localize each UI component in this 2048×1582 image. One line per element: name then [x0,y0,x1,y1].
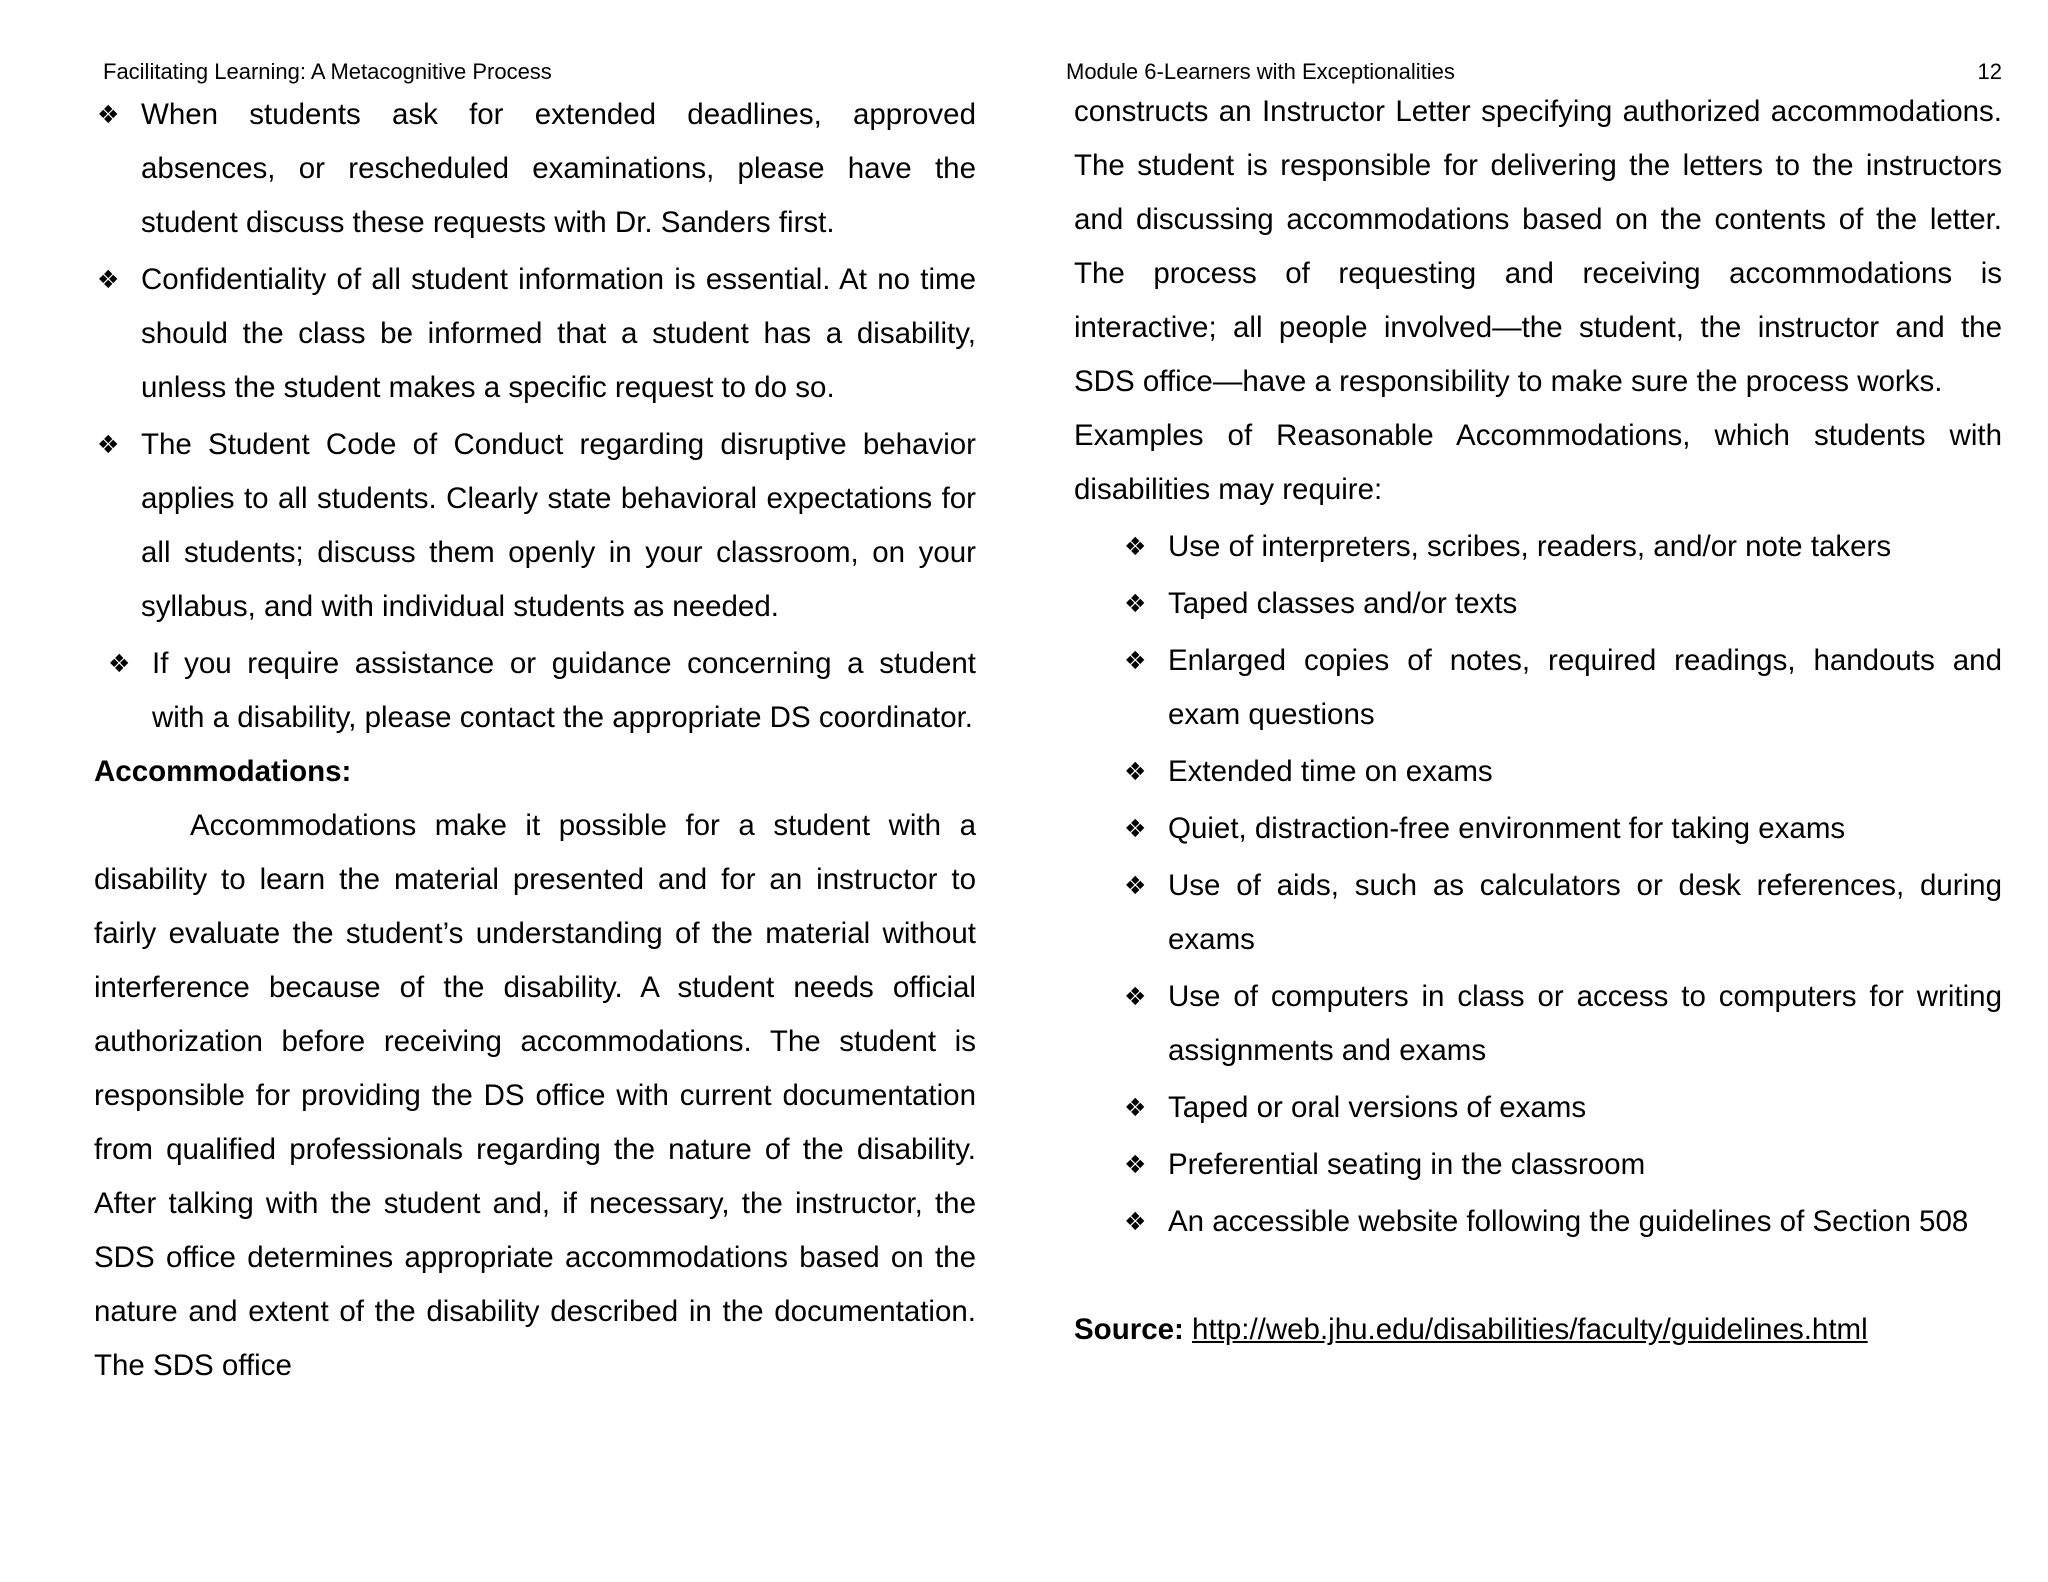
example-item [1074,802,2002,856]
bullet-item [94,88,976,250]
diamond-bullet-icon: ❖ [1124,646,1147,675]
diamond-bullet-icon: ❖ [1124,757,1147,786]
diamond-bullet-icon: ❖ [97,100,120,129]
example-text: Quiet, distraction-free environment for taking exams [1168,812,1846,845]
example-item [1074,634,2002,742]
right-page-header: Module 6-Learners with Exceptionalities [1066,59,1455,84]
diamond-bullet-icon: ❖ [1124,589,1147,618]
example-item [1074,859,2002,967]
blank-line [1074,1249,2002,1303]
diamond-bullet-icon: ❖ [108,649,131,678]
examples-intro: Examples of Reasonable Accommodations, which students with disabilities may require: [1074,419,2002,506]
diamond-bullet-icon: ❖ [1124,814,1147,843]
example-text: An accessible website following the guidelines of Section 508 [1168,1205,1969,1238]
diamond-bullet-icon: ❖ [1124,1207,1147,1236]
bullet-item [94,253,976,415]
source-label: Source: [1074,1313,1184,1346]
example-item [1074,1195,2002,1249]
diamond-bullet-icon: ❖ [97,265,120,294]
diamond-bullet-icon: ❖ [1124,982,1147,1011]
accommodations-paragraph: Accommodations make it possible for a student with a disability to learn the material presented and for an instructor to fairly evaluate the student’s understanding of the material without interference because of the disability. A student needs official authorization before receiving accommodations. The student is responsible for providing the DS office with current documentation from qualified professionals regarding the nature of the disability. After talking with the student and, if necessary, the instructor, the SDS office determines appropriate accommodations based on the nature and extent of the disability described in the documentation. The SDS office [94,809,976,1382]
example-item [1074,745,2002,799]
diamond-bullet-icon: ❖ [1124,532,1147,561]
bullet-text: When students ask for extended deadlines, approved absences, or rescheduled examinations, please have the student discuss these requests with Dr. Sanders first. [141,98,976,239]
example-item [1074,577,2002,631]
example-item [1074,520,2002,574]
example-text: Use of interpreters, scribes, readers, and/or note takers [1168,530,1892,563]
bullet-item [94,637,976,745]
bullet-item [94,418,976,634]
left-page-body [94,88,976,1393]
example-item [1074,970,2002,1078]
diamond-bullet-icon: ❖ [97,430,120,459]
example-text: Taped classes and/or texts [1168,587,1518,620]
examples-list [1074,520,2002,1249]
example-text: Enlarged copies of notes, required readings, handouts and exam questions [1168,644,2002,731]
example-text: Preferential seating in the classroom [1168,1148,1646,1181]
bullet-text: Confidentiality of all student information is essential. At no time should the class be informed that a student has a disability, unless the student makes a specific request to do so. [141,263,976,404]
diamond-bullet-icon: ❖ [1124,871,1147,900]
diamond-bullet-icon: ❖ [1124,1093,1147,1122]
example-text: Use of computers in class or access to computers for writing assignments and exams [1168,980,2002,1067]
page-number: 12 [1977,59,2002,84]
bullet-text: If you require assistance or guidance concerning a student with a disability, please contact the appropriate DS coordinator. [152,647,976,734]
source-line [1074,1303,2002,1357]
source-link[interactable]: http://web.jhu.edu/disabilities/faculty/guidelines.html [1192,1313,1868,1346]
example-item [1074,1081,2002,1135]
example-item [1074,1138,2002,1192]
right-page-body [1074,85,2002,1357]
bullet-text: The Student Code of Conduct regarding disruptive behavior applies to all students. Clearly state behavioral expectations for all students; discuss them openly in your classroom, on your syllabus, and with individual students as needed. [141,428,976,623]
example-text: Use of aids, such as calculators or desk references, during exams [1168,869,2002,956]
example-text: Taped or oral versions of exams [1168,1091,1587,1124]
accommodations-heading: Accommodations: [94,755,352,788]
example-text: Extended time on exams [1168,755,1493,788]
instructor-letter-paragraph: constructs an Instructor Letter specifying authorized accommodations. The student is responsible for delivering the letters to the instructors and discussing accommodations based on the contents of the letter. The process of requesting and receiving accommodations is interactive; all people involved—the student, the instructor and the SDS office—have a responsibility to make sure the process works. [1074,95,2002,398]
right-page [1024,0,2048,1582]
diamond-bullet-icon: ❖ [1124,1150,1147,1179]
left-page-header: Facilitating Learning: A Metacognitive Process [103,59,552,84]
